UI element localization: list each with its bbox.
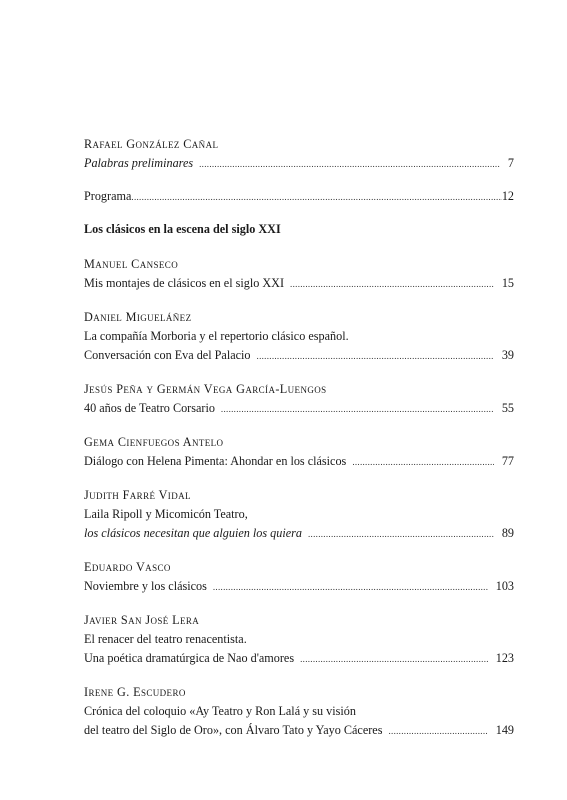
- toc-entry-program: [84, 187, 514, 206]
- toc-author: Jesús Peña y Germán Vega García-Luengos: [84, 382, 327, 396]
- toc-author: Manuel Canseco: [84, 257, 179, 271]
- dot-leader: [300, 650, 488, 669]
- toc-page-number: 12: [501, 189, 514, 203]
- toc-line: [84, 649, 514, 668]
- toc-author: Javier San José Lera: [84, 613, 200, 627]
- toc-title: Laila Ripoll y Micomicón Teatro,: [84, 507, 248, 521]
- toc-entry: [84, 380, 514, 418]
- toc-title: Diálogo con Helena Pimenta: Ahondar en los clásicos: [84, 454, 347, 468]
- toc-author: Daniel Migueláñez: [84, 310, 192, 324]
- toc-line: [84, 721, 514, 740]
- dot-leader: [290, 275, 494, 294]
- toc-line: [84, 274, 514, 293]
- toc-title: Una poética dramatúrgica de Nao d'amores: [84, 651, 295, 665]
- toc-entry: [84, 683, 514, 740]
- toc-page-number: 123: [495, 651, 514, 665]
- dot-leader: [388, 722, 487, 741]
- toc-title: Palabras preliminares: [84, 156, 194, 170]
- table-of-contents: [84, 135, 514, 740]
- toc-entry: [84, 433, 514, 471]
- toc-line: [84, 346, 514, 365]
- toc-title: Crónica del coloquio «Ay Teatro y Ron Lalá y su visión: [84, 704, 356, 718]
- toc-entry: [84, 255, 514, 293]
- toc-title: los clásicos necesitan que alguien los quiera: [84, 526, 302, 540]
- toc-page-number: 7: [507, 156, 514, 170]
- toc-title: El renacer del teatro renacentista.: [84, 632, 247, 646]
- toc-author: Rafael González Cañal: [84, 137, 219, 151]
- toc-page-number: 149: [495, 723, 514, 737]
- toc-entry: [84, 558, 514, 596]
- toc-entry: [84, 611, 514, 668]
- toc-line: [84, 505, 514, 524]
- toc-line: [84, 187, 514, 206]
- toc-author: Gema Cienfuegos Antelo: [84, 435, 224, 449]
- toc-line: [84, 154, 514, 173]
- toc-page-number: 77: [501, 454, 514, 468]
- toc-author: Irene G. Escudero: [84, 685, 186, 699]
- dot-leader: [308, 525, 494, 544]
- toc-title: 40 años de Teatro Corsario: [84, 401, 215, 415]
- toc-line: [84, 702, 514, 721]
- toc-line: [84, 524, 514, 543]
- dot-leader: [257, 347, 494, 366]
- toc-title: Noviembre y los clásicos: [84, 579, 207, 593]
- toc-author: Eduardo Vasco: [84, 560, 171, 574]
- toc-page-number: 89: [501, 526, 514, 540]
- toc-title: La compañía Morboria y el repertorio clásico español.: [84, 329, 349, 343]
- toc-page-number: 55: [501, 401, 514, 415]
- toc-entry: [84, 486, 514, 543]
- toc-title: Mis montajes de clásicos en el siglo XXI: [84, 276, 285, 290]
- toc-author: Judith Farré Vidal: [84, 488, 191, 502]
- toc-page-number: 15: [501, 276, 514, 290]
- toc-line: [84, 327, 514, 346]
- toc-title: Conversación con Eva del Palacio: [84, 348, 251, 362]
- dot-leader: [352, 453, 494, 472]
- toc-entry: [84, 308, 514, 365]
- toc-title: del teatro del Siglo de Oro», con Álvaro Tato y Yayo Cáceres: [84, 723, 383, 737]
- dot-leader: [213, 578, 488, 597]
- toc-entry-preliminaries: [84, 135, 514, 173]
- dot-leader: [221, 400, 494, 419]
- toc-line: [84, 577, 514, 596]
- toc-page-number: 103: [495, 579, 514, 593]
- toc-line: [84, 452, 514, 471]
- dot-leader: [131, 188, 501, 207]
- toc-section: [84, 220, 514, 239]
- toc-line: [84, 399, 514, 418]
- dot-leader: [199, 155, 500, 174]
- toc-page-number: 39: [501, 348, 514, 362]
- section-heading: Los clásicos en la escena del siglo XXI: [84, 222, 281, 236]
- toc-line: [84, 630, 514, 649]
- toc-title: Programa: [84, 189, 132, 203]
